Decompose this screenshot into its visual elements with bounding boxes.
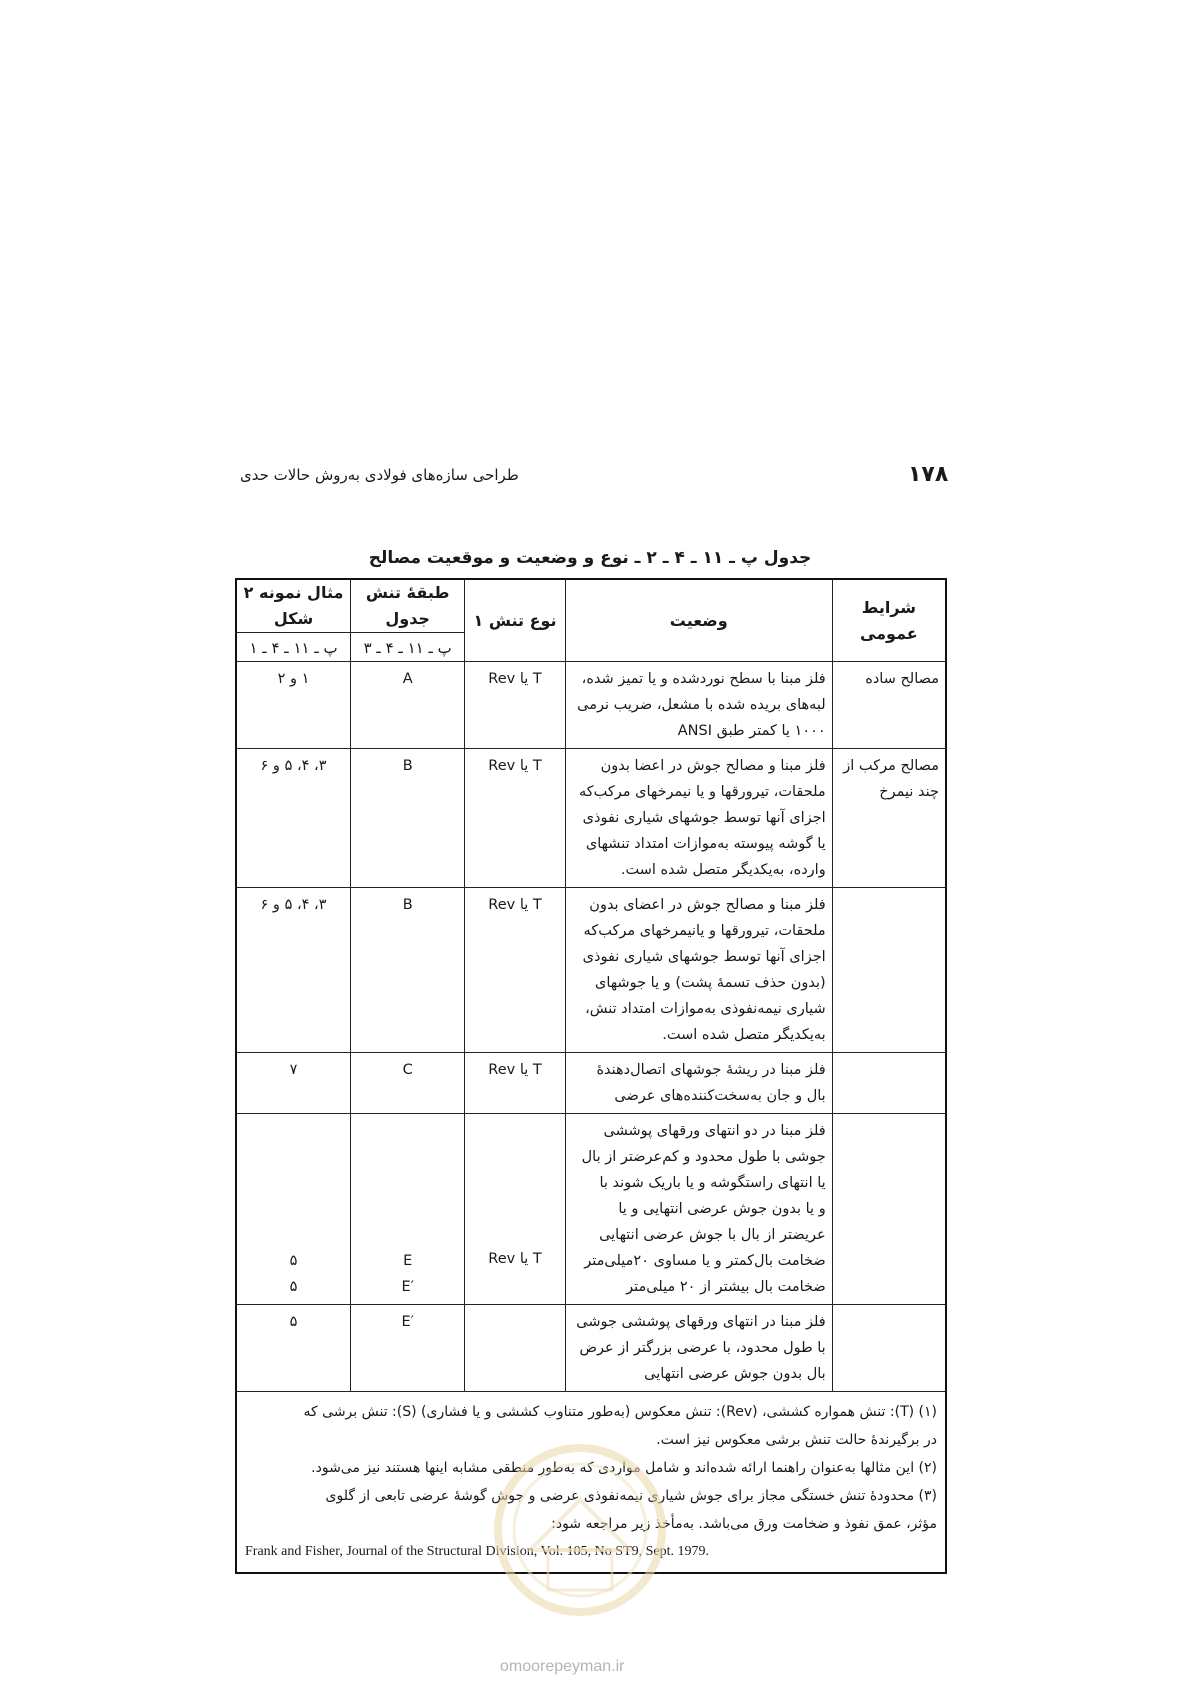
table-header-row xyxy=(236,579,946,662)
cell-status xyxy=(565,1114,832,1305)
header-example-label: مثال نمونه ۲ شکل xyxy=(243,583,344,628)
status-line: ملحقات، تیرورقها و یا نیمرخهای مرکب‌که xyxy=(578,784,826,800)
cell-class: A xyxy=(351,662,465,749)
status-line: ضخامت بال‌کمتر و یا مساوی ۲۰میلی‌متر xyxy=(584,1253,826,1269)
materials-table xyxy=(235,578,947,1574)
cell-general xyxy=(832,888,946,1053)
class-value: E xyxy=(403,1253,413,1269)
table-row xyxy=(236,749,946,888)
cell-stress: T یا Rev xyxy=(465,749,566,888)
header-status: وضعیت xyxy=(565,579,832,662)
status-line: با طول محدود، با عرضی بزرگتر از عرض xyxy=(579,1340,826,1356)
cell-example: ۳، ۴، ۵ و ۶ xyxy=(236,888,351,1053)
status-line: (بدون حذف تسمهٔ پشت) و یا جوشهای xyxy=(594,975,826,991)
note-line: (۱) (T): تنش همواره کششی، (Rev): تنش معکوس (به‌طور متناوب کششی و یا فشاری) (S): تنش برشی که xyxy=(303,1404,937,1420)
table-title: جدول پ ـ ۱۱ ـ ۴ ـ ۲ ـ نوع و وضعیت و موقعیت مصالح xyxy=(368,548,812,568)
status-line: فلز مبنا در ریشهٔ جوشهای اتصال‌دهندهٔ xyxy=(596,1062,826,1078)
example-value: ۵ xyxy=(289,1253,298,1269)
status-line: فلز مبنا با سطح نوردشده و یا تمیز شده، xyxy=(581,671,826,687)
cell-example: ۳، ۴، ۵ و ۶ xyxy=(236,749,351,888)
cell-status xyxy=(565,1305,832,1392)
table-row xyxy=(236,888,946,1053)
cell-example: ۵ xyxy=(236,1305,351,1392)
example-value: ۵ xyxy=(289,1279,298,1295)
status-line: به‌یکدیگر متصل شده است. xyxy=(662,1027,826,1043)
cell-class: B xyxy=(351,749,465,888)
status-line: یا انتهای راستگوشه و یا باریک شوند با xyxy=(599,1175,826,1191)
table-row xyxy=(236,1053,946,1114)
cell-general: مصالح ساده xyxy=(832,662,946,749)
cell-stress: T یا Rev xyxy=(465,888,566,1053)
header-stress-type: نوع تنش ۱ xyxy=(465,579,566,662)
stress-value: T یا Rev xyxy=(488,1251,542,1267)
cell-stress xyxy=(465,1305,566,1392)
header-stress-class-label: طبقهٔ تنش جدول xyxy=(365,583,450,628)
note-line: در برگیرندهٔ حالت تنش برشی معکوس نیز است. xyxy=(656,1432,937,1448)
status-line: وارده، به‌یکدیگر متصل شده است. xyxy=(620,862,826,878)
status-line: یا گوشه پیوسته به‌موازات امتداد تنشهای xyxy=(585,836,826,852)
status-line: ۱۰۰۰ یا کمتر طبق ANSI xyxy=(677,723,826,739)
note-line: (۳) محدودهٔ تنش خستگی مجاز برای جوش شیاری نیمه‌نفوذی عرضی و جوش گوشهٔ عرضی تابعی از گلوی xyxy=(325,1488,937,1504)
status-line: اجزای آنها توسط جوشهای شیاری نفوذی xyxy=(582,949,826,965)
status-line: فلز مبنا و مصالح جوش در اعضا بدون xyxy=(600,758,826,774)
note-line: (۲) این مثالها به‌عنوان راهنما ارائه شده‌اند و شامل مواردی که به‌طور منطقی مشابه اینها هستند نیز می‌شود. xyxy=(311,1460,937,1476)
status-line: و یا بدون جوش عرضی انتهایی و یا xyxy=(618,1201,826,1217)
cell-class: C xyxy=(351,1053,465,1114)
cell-general xyxy=(832,1305,946,1392)
cell-stress: T یا Rev xyxy=(465,662,566,749)
status-line: شیاری نیمه‌نفوذی به‌موازات امتداد تنش، xyxy=(585,1001,826,1017)
table-row xyxy=(236,662,946,749)
status-line: بال بدون جوش عرضی انتهایی xyxy=(644,1366,826,1382)
table-row xyxy=(236,1114,946,1305)
header-general: شرایط عمومی xyxy=(832,579,946,662)
cell-example: ۷ xyxy=(236,1053,351,1114)
status-line: ملحقات، تیرورقها و یانیمرخهای مرکب‌که xyxy=(583,923,826,939)
cell-example xyxy=(236,1114,351,1305)
status-line: لبه‌های بریده شده با مشعل، ضریب نرمی xyxy=(577,697,826,713)
header-example xyxy=(236,579,351,662)
cell-status xyxy=(565,662,832,749)
cell-status xyxy=(565,1053,832,1114)
status-line: فلز مبنا در انتهای ورقهای پوششی جوشی xyxy=(576,1314,826,1330)
header-example-ref: پ ـ ۱۱ ـ ۴ ـ ۱ xyxy=(237,632,350,661)
cell-general xyxy=(832,1053,946,1114)
cell-example: ۱ و ۲ xyxy=(236,662,351,749)
note-line: مؤثر، عمق نفوذ و ضخامت ورق می‌باشد. به‌مأخذ زیر مراجعه شود: xyxy=(551,1516,937,1532)
page-number: ۱۷۸ xyxy=(908,462,949,487)
cell-class xyxy=(351,1114,465,1305)
watermark-url: omoorepeyman.ir xyxy=(500,1658,625,1675)
status-line: اجزای آنها توسط جوشهای شیاری نفوذی xyxy=(582,810,826,826)
running-head: طراحی سازه‌های فولادی به‌روش حالات حدی xyxy=(240,466,519,484)
cell-stress xyxy=(465,1114,566,1305)
header-stress-class xyxy=(351,579,465,662)
cell-general: مصالح مرکب از چند نیمرخ xyxy=(832,749,946,888)
status-line: فلز مبنا و مصالح جوش در اعضای بدون xyxy=(589,897,826,913)
cell-class: E′ xyxy=(351,1305,465,1392)
header-stress-class-ref: پ ـ ۱۱ ـ ۴ ـ ۳ xyxy=(351,632,464,661)
table-row xyxy=(236,1305,946,1392)
status-line: بال و جان به‌سخت‌کننده‌های عرضی xyxy=(614,1088,826,1104)
cell-class: B xyxy=(351,888,465,1053)
status-line: فلز مبنا در دو انتهای ورقهای پوششی xyxy=(603,1123,826,1139)
watermark-seal-icon xyxy=(490,1440,670,1620)
status-line: عریضتر از بال با جوش عرضی انتهایی xyxy=(599,1227,826,1243)
cell-general xyxy=(832,1114,946,1305)
status-line: جوشی با طول محدود و کم‌عرضتر از بال xyxy=(581,1149,826,1165)
reference-line: Frank and Fisher, Journal of the Structural Division, Vol. 105, No ST9, Sept. 1979. xyxy=(245,1544,710,1559)
cell-stress: T یا Rev xyxy=(465,1053,566,1114)
cell-status xyxy=(565,888,832,1053)
cell-status xyxy=(565,749,832,888)
status-line: ضخامت بال بیشتر از ۲۰ میلی‌متر xyxy=(626,1279,826,1295)
class-value: E′ xyxy=(401,1279,414,1295)
